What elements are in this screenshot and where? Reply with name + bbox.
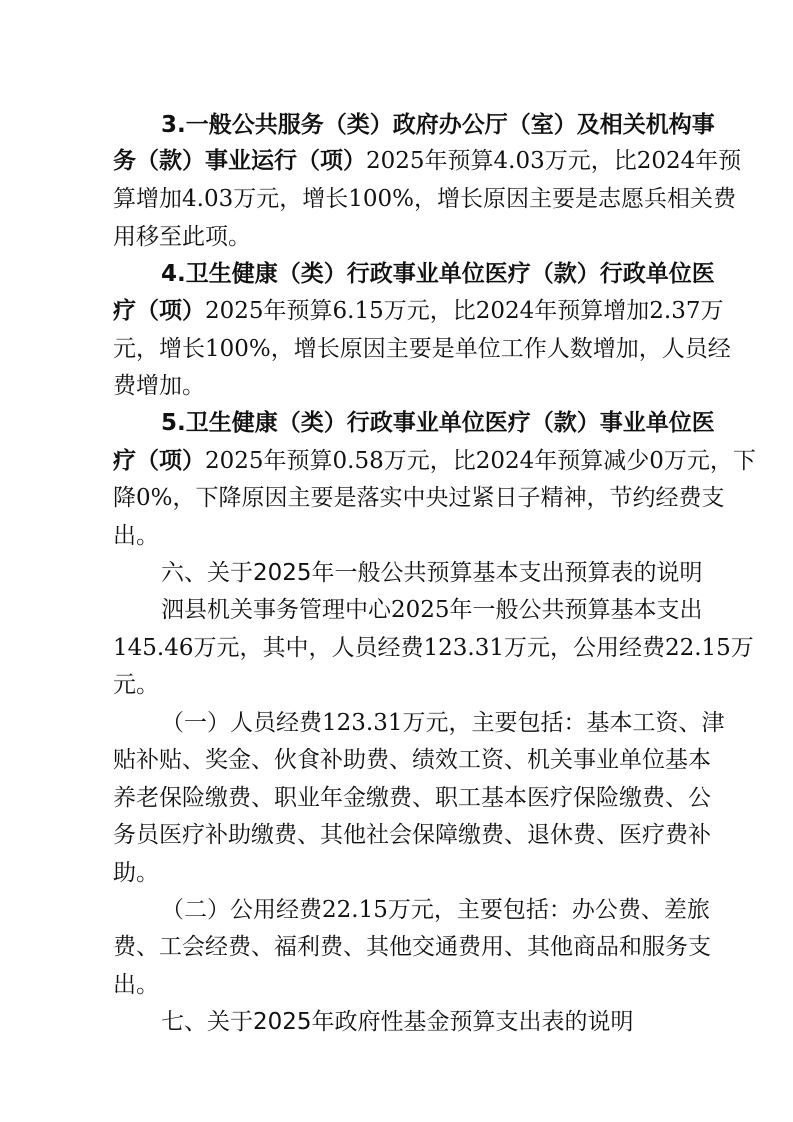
para-3-line-4: 用移至此项。 [113, 224, 251, 250]
personnel-expense-line-4: 务员医疗补助缴费、其他社会保障缴费、退休费、医疗费补 [113, 822, 711, 848]
section-7-heading: 七、关于2025年政府性基金预算支出表的说明 [161, 1009, 634, 1035]
para-4-line-3: 元，增长100%，增长原因主要是单位工作人数增加，人员经 [113, 336, 731, 362]
personnel-expense-line-5: 助。 [113, 860, 159, 886]
personnel-expense-line-1: （一）人员经费123.31万元，主要包括：基本工资、津 [161, 710, 725, 736]
para-3-item-title: 务（款）事业运行（项） [113, 148, 366, 174]
para-4-line-4: 费增加。 [113, 373, 205, 399]
para-3-line-2 [113, 144, 741, 178]
para-5-item-title: 疗（项） [113, 448, 205, 474]
para-5-line-2-text: 2025年预算0.58万元，比2024年预算减少0万元，下 [205, 448, 756, 474]
para-4-line-2-text: 2025年预算6.15万元，比2024年预算增加2.37万 [205, 298, 724, 324]
public-expense-line-2: 费、工会经费、福利费、其他交通费用、其他商品和服务支 [113, 934, 711, 960]
para-3-line-2-text: 2025年预算4.03万元，比2024年预 [366, 148, 742, 174]
personnel-expense-line-3: 养老保险缴费、职业年金缴费、职工基本医疗保险缴费、公 [113, 785, 711, 811]
para-4-line-1: 4.卫生健康（类）行政事业单位医疗（款）行政单位医 [161, 261, 715, 287]
personnel-expense-line-2: 贴补贴、奖金、伙食补助费、绩效工资、机关事业单位基本 [113, 747, 711, 773]
section-6-intro-line-3: 元。 [113, 672, 159, 698]
section-6-heading: 六、关于2025年一般公共预算基本支出预算表的说明 [161, 560, 703, 586]
public-expense-line-1: （二）公用经费22.15万元，主要包括：办公费、差旅 [161, 897, 710, 923]
public-expense-line-3: 出。 [113, 972, 159, 998]
section-6-intro-line-1: 泗县机关事务管理中心2025年一般公共预算基本支出 [161, 597, 703, 623]
para-5-line-2 [113, 444, 756, 478]
para-3-line-3: 算增加4.03万元，增长100%，增长原因主要是志愿兵相关费 [113, 186, 736, 212]
para-4-line-2 [113, 294, 724, 328]
para-5-line-4: 出。 [113, 523, 159, 549]
section-6-intro-line-2: 145.46万元，其中，人员经费123.31万元，公用经费22.15万 [113, 635, 754, 661]
para-4-item-title: 疗（项） [113, 298, 205, 324]
para-5-line-3: 降0%，下降原因主要是落实中央过紧日子精神，节约经费支 [113, 485, 725, 511]
para-3-line-1: 3.一般公共服务（类）政府办公厅（室）及相关机构事 [161, 112, 715, 138]
para-5-line-1: 5.卫生健康（类）行政事业单位医疗（款）事业单位医 [161, 410, 715, 436]
